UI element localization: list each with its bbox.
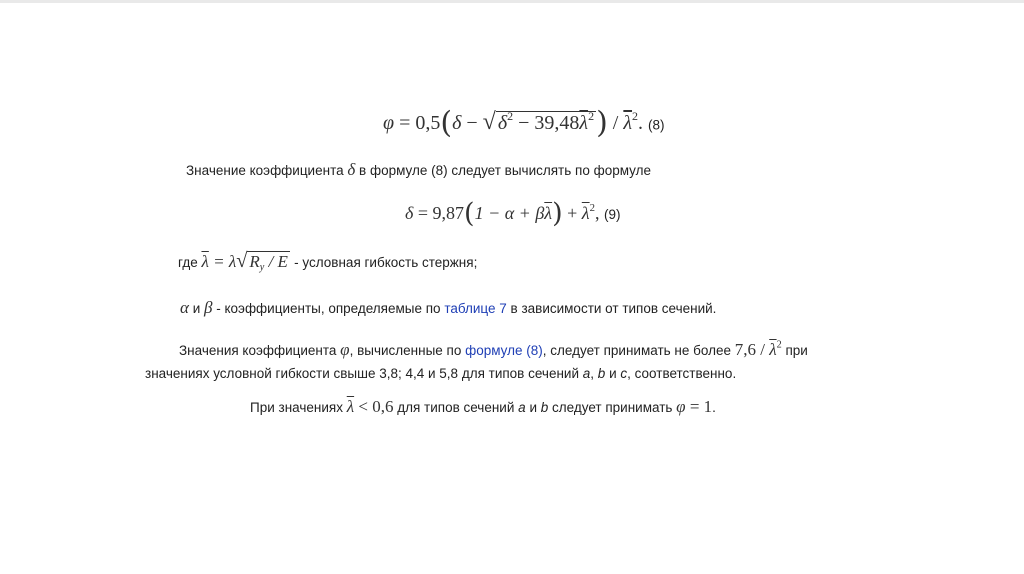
- top-border: [0, 0, 1024, 3]
- paragraph-phi-limit: Значения коэффициента φ, вычисленные по формуле (8), следует принимать не более $7,6 / \overline{\lambda}^2$ при: [179, 339, 808, 359]
- phi-symbol: φ: [340, 340, 350, 359]
- formula-8-expression: φ = 0,5(δ − √ $\delta^2 - 39,48\overline{\lambda}^2) / \overline{\lambda}^2$.: [383, 106, 644, 141]
- phi-equals-one: φ = 1: [676, 397, 713, 416]
- formula-8-link[interactable]: формуле (8): [465, 343, 543, 358]
- formula-9-expression: $\delta = 9,87(1 - \alpha + \beta\overline{\lambda}) + \overline{\lambda}^2$,: [405, 198, 600, 229]
- formula-9-label: (9): [604, 206, 621, 222]
- slenderness-formula: $\overline{\lambda} = \lambda√$ $R_y$ / E: [201, 250, 288, 274]
- paragraph-delta-intro: Значение коэффициента δ в формуле (8) следует вычислять по формуле: [186, 160, 651, 179]
- limit-expression: $7,6 / \overline{\lambda}^2$: [734, 339, 782, 359]
- paragraph-phi-limit-line2: значениях условной гибкости свыше 3,8; 4,4 и 5,8 для типов сечений a, b и c, соответственно.: [145, 366, 737, 381]
- formula-9: [405, 198, 621, 229]
- alpha-symbol: α: [180, 298, 189, 317]
- paragraph-alpha-beta: α и β - коэффициенты, определяемые по таблице 7 в зависимости от типов сечений.: [180, 298, 717, 317]
- paragraph-small-lambda: При значениях $\overline{\lambda} < 0,6$ для типов сечений a и b следует принимать φ = 1.: [250, 397, 716, 416]
- formula-8: [383, 106, 665, 141]
- delta-symbol: δ: [347, 160, 356, 179]
- formula-8-label: (8): [648, 117, 665, 133]
- paragraph-slenderness: где $\overline{\lambda} = \lambda√$ $R_y$ / E - условная гибкость стержня;: [178, 250, 478, 274]
- lambda-condition: $\overline{\lambda} < 0,6$: [346, 397, 394, 416]
- beta-symbol: β: [204, 298, 213, 317]
- table-7-link[interactable]: таблице 7: [444, 301, 507, 316]
